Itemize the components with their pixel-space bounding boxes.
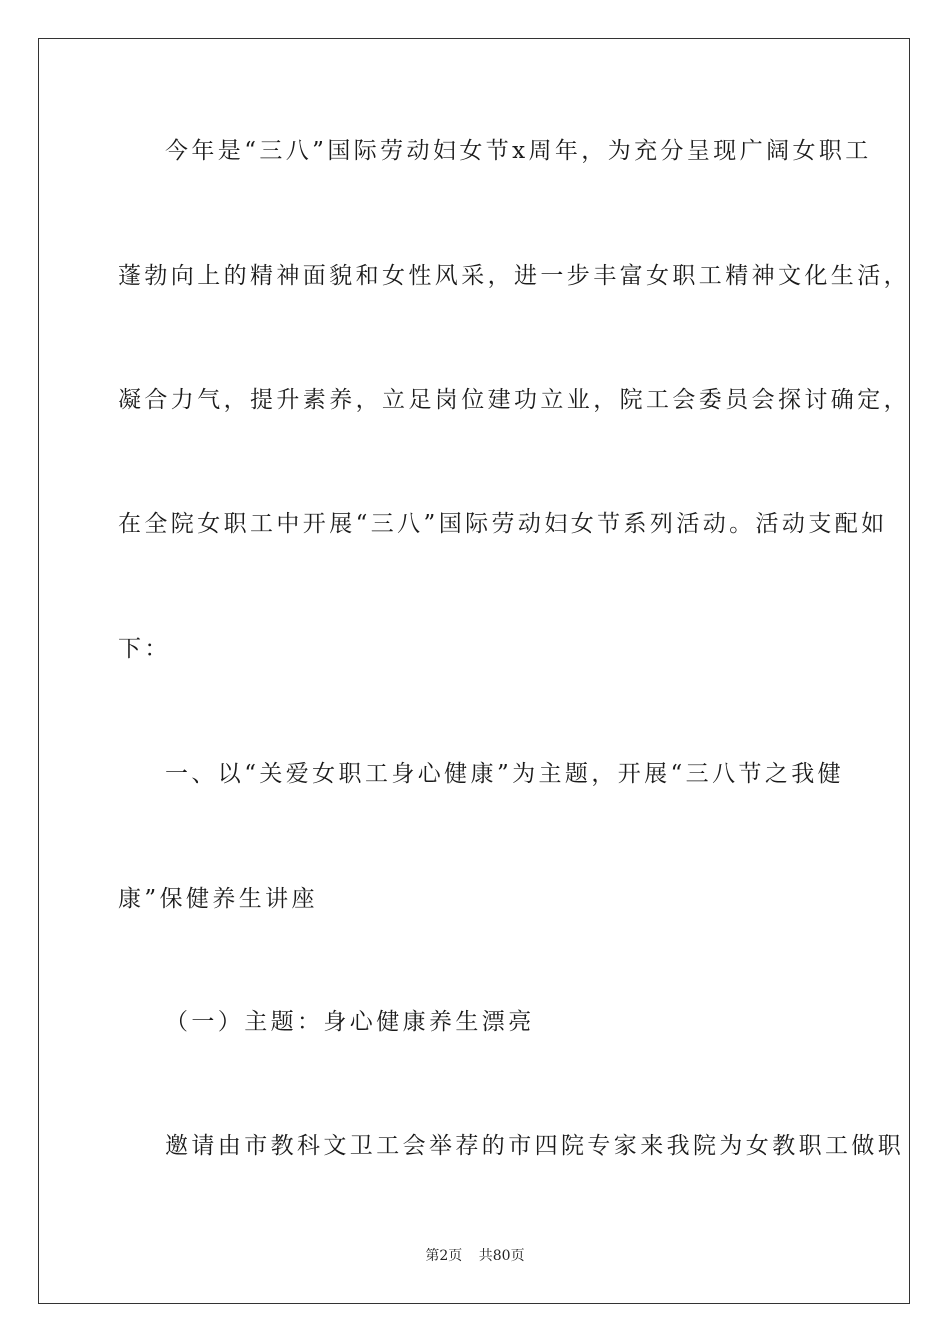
paragraph-line-6: 邀请由市教科文卫工会举荐的市四院专家来我院为女教职工做职	[165, 1133, 905, 1159]
page-border	[38, 38, 910, 1304]
paragraph-line-5: 下：	[118, 636, 171, 662]
paragraph-line-2: 蓬勃向上的精神面貌和女性风采，进一步丰富女职工精神文化生活，	[118, 263, 910, 289]
page-footer	[0, 1245, 950, 1265]
section-heading-line-1: 一、以“关爱女职工身心健康”为主题，开展“三八节之我健	[165, 761, 845, 787]
page-number: 第2页	[425, 1248, 463, 1264]
page-total: 共80页	[478, 1248, 525, 1264]
paragraph-line-1: 今年是“三八”国际劳动妇女节x周年，为充分呈现广阔女职工	[165, 138, 872, 164]
paragraph-line-3: 凝合力气，提升素养，立足岗位建功立业，院工会委员会探讨确定，	[118, 387, 910, 413]
section-heading-line-2: 康”保健养生讲座	[118, 886, 318, 912]
paragraph-line-4: 在全院女职工中开展“三八”国际劳动妇女节系列活动。活动支配如	[118, 511, 888, 537]
subsection-heading: （一）主题：身心健康养生漂亮	[165, 1009, 535, 1035]
